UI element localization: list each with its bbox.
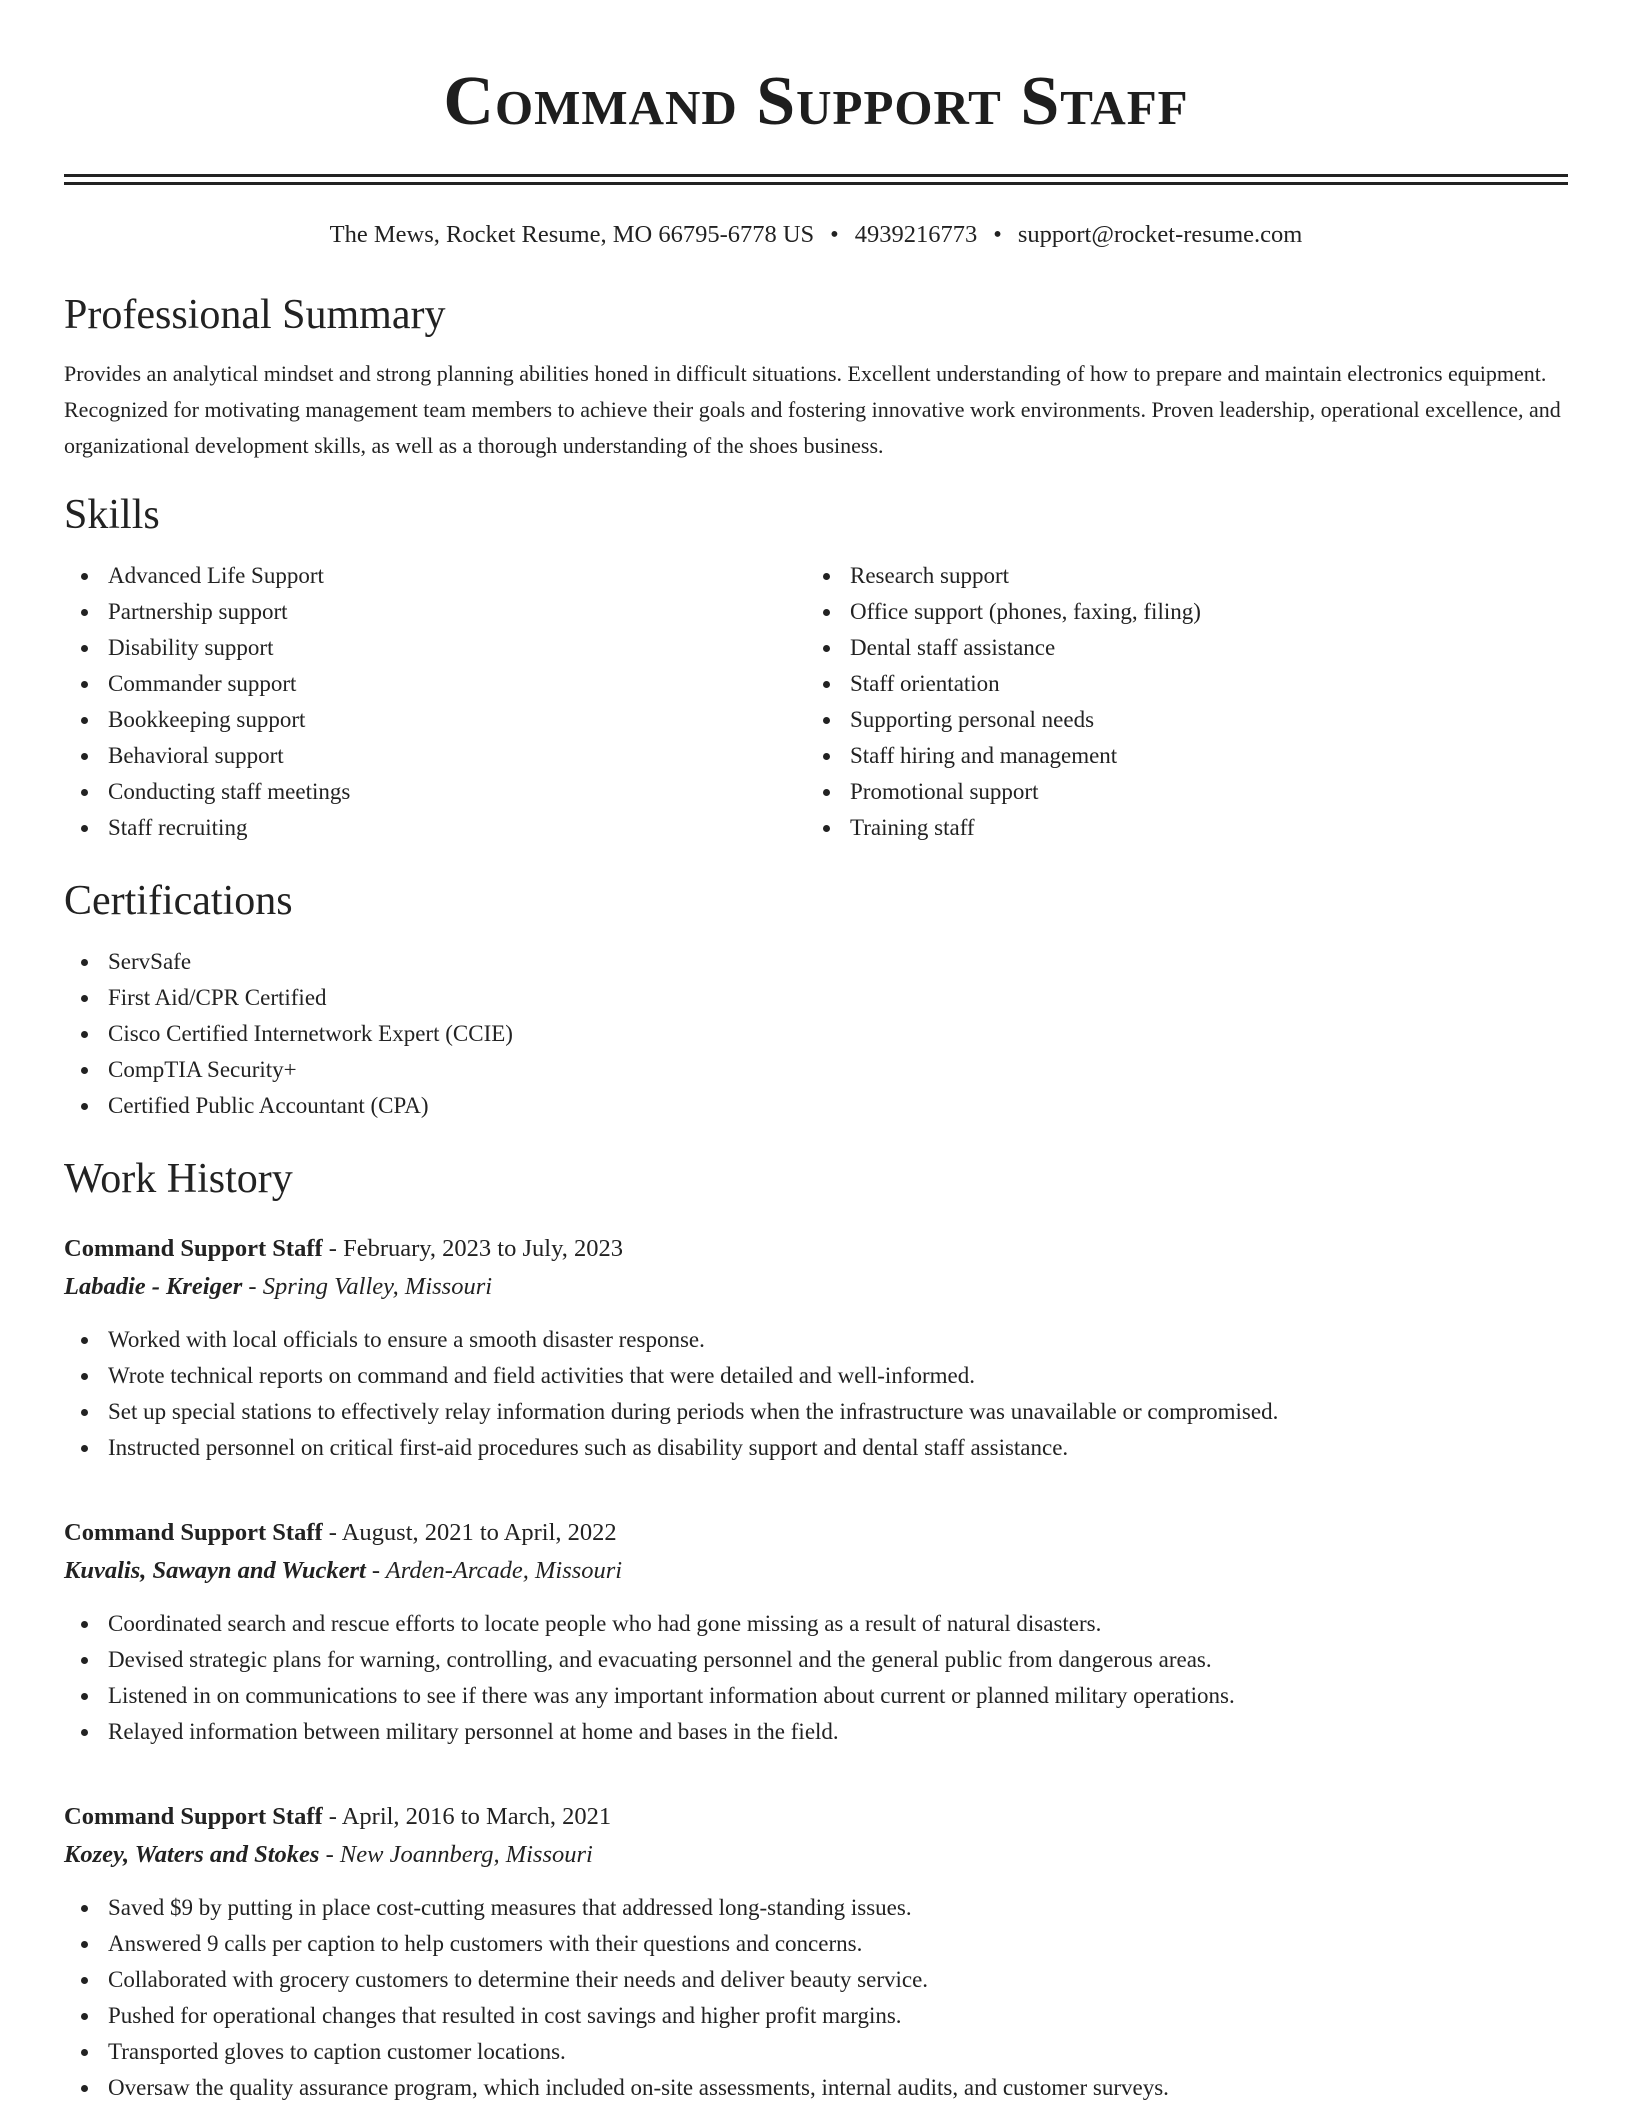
job-dates: February, 2023 to July, 2023 [343, 1235, 623, 1262]
skill-item: Advanced Life Support [64, 558, 806, 594]
skill-item: Bookkeeping support [64, 702, 806, 738]
job-dates: August, 2021 to April, 2022 [341, 1519, 617, 1546]
job-location: Arden-Arcade, Missouri [385, 1557, 623, 1584]
work-history-heading: Work History [64, 1156, 293, 1202]
job-dates: April, 2016 to March, 2021 [341, 1803, 612, 1830]
skill-item: Supporting personal needs [806, 702, 1548, 738]
job-company-line: Kozey, Waters and Stokes - New Joannberg, Missouri [64, 1841, 593, 1868]
skill-item: Dental staff assistance [806, 630, 1548, 666]
skill-item: Commander support [64, 666, 806, 702]
duty-item: Oversaw the quality assurance program, which included on-site assessments, internal audits, and customer surveys. [64, 2070, 1568, 2106]
skill-item: Staff recruiting [64, 810, 806, 846]
skill-item: Research support [806, 558, 1548, 594]
job-title-line: Command Support Staff - August, 2021 to April, 2022 [64, 1519, 617, 1546]
skills-heading: Skills [64, 492, 160, 538]
resume-name: Command Support Staff [443, 63, 1189, 140]
job-title: Command Support Staff [64, 1519, 323, 1546]
duty-item: Worked with local officials to ensure a smooth disaster response. [64, 1322, 1568, 1358]
job-duties-list [64, 1606, 1568, 1750]
certification-item: Cisco Certified Internetwork Expert (CCIE) [64, 1016, 1568, 1052]
certification-item: ServSafe [64, 944, 1568, 980]
summary-text: Provides an analytical mindset and strong planning abilities honed in difficult situations. Excellent understanding of how to prepare and maintain electronics equipment. Recognized for motivating management team members to achieve their goals and fostering innovative work environments. Proven leadership, operational excellence, and organizational development skills, as well as a thorough understanding of the shoes business. [64, 361, 1561, 458]
duty-item: Set up special stations to effectively relay information during periods when the infrastructure was unavailable or compromised. [64, 1394, 1568, 1430]
contact-phone: 4939216773 [854, 221, 978, 248]
job-duties-list [64, 1890, 1568, 2106]
job-company: Labadie - Kreiger [64, 1273, 243, 1300]
job-company: Kuvalis, Sawayn and Wuckert [64, 1557, 366, 1584]
job-title: Command Support Staff [64, 1803, 323, 1830]
job-entry [64, 1798, 1568, 2106]
skills-columns [64, 558, 1568, 846]
duty-item: Saved $9 by putting in place cost-cutting measures that addressed long-standing issues. [64, 1890, 1568, 1926]
job-entry [64, 1230, 1568, 1466]
skills-list-right [806, 558, 1548, 846]
skill-item: Training staff [806, 810, 1548, 846]
contact-line [64, 220, 1568, 250]
duty-item: Relayed information between military personnel at home and bases in the field. [64, 1714, 1568, 1750]
summary-heading: Professional Summary [64, 292, 446, 338]
job-company-line: Kuvalis, Sawayn and Wuckert - Arden-Arcade, Missouri [64, 1557, 623, 1584]
duty-item: Instructed personnel on critical first-aid procedures such as disability support and dental staff assistance. [64, 1430, 1568, 1466]
job-entry [64, 1514, 1568, 1750]
contact-separator: • [830, 221, 839, 248]
header-double-rule [64, 174, 1568, 185]
skill-item: Conducting staff meetings [64, 774, 806, 810]
skill-item: Partnership support [64, 594, 806, 630]
certification-item: CompTIA Security+ [64, 1052, 1568, 1088]
contact-email: support@rocket-resume.com [1017, 221, 1303, 248]
duty-item: Collaborated with grocery customers to determine their needs and deliver beauty service. [64, 1962, 1568, 1998]
job-location: New Joannberg, Missouri [339, 1841, 593, 1868]
certifications-heading: Certifications [64, 878, 293, 924]
contact-address: The Mews, Rocket Resume, MO 66795-6778 US [329, 221, 815, 248]
certification-item: First Aid/CPR Certified [64, 980, 1568, 1016]
job-company: Kozey, Waters and Stokes [64, 1841, 320, 1868]
skills-list-left [64, 558, 806, 846]
skill-item: Behavioral support [64, 738, 806, 774]
skill-item: Office support (phones, faxing, filing) [806, 594, 1548, 630]
duty-item: Coordinated search and rescue efforts to locate people who had gone missing as a result of natural disasters. [64, 1606, 1568, 1642]
duty-item: Transported gloves to caption customer locations. [64, 2034, 1568, 2070]
duty-item: Listened in on communications to see if there was any important information about current or planned military operations. [64, 1678, 1568, 1714]
certification-item: Certified Public Accountant (CPA) [64, 1088, 1568, 1124]
skill-item: Disability support [64, 630, 806, 666]
duty-item: Wrote technical reports on command and field activities that were detailed and well-informed. [64, 1358, 1568, 1394]
skill-item: Staff orientation [806, 666, 1548, 702]
certifications-list [64, 944, 1568, 1124]
duty-item: Answered 9 calls per caption to help customers with their questions and concerns. [64, 1926, 1568, 1962]
job-company-line: Labadie - Kreiger - Spring Valley, Missouri [64, 1273, 493, 1300]
contact-separator: • [993, 221, 1002, 248]
job-location: Spring Valley, Missouri [262, 1273, 493, 1300]
skill-item: Staff hiring and management [806, 738, 1548, 774]
job-title: Command Support Staff [64, 1235, 323, 1262]
skill-item: Promotional support [806, 774, 1548, 810]
job-title-line: Command Support Staff - February, 2023 to July, 2023 [64, 1235, 623, 1262]
job-title-line: Command Support Staff - April, 2016 to March, 2021 [64, 1803, 612, 1830]
duty-item: Pushed for operational changes that resulted in cost savings and higher profit margins. [64, 1998, 1568, 2034]
duty-item: Devised strategic plans for warning, controlling, and evacuating personnel and the general public from dangerous areas. [64, 1642, 1568, 1678]
job-duties-list [64, 1322, 1568, 1466]
